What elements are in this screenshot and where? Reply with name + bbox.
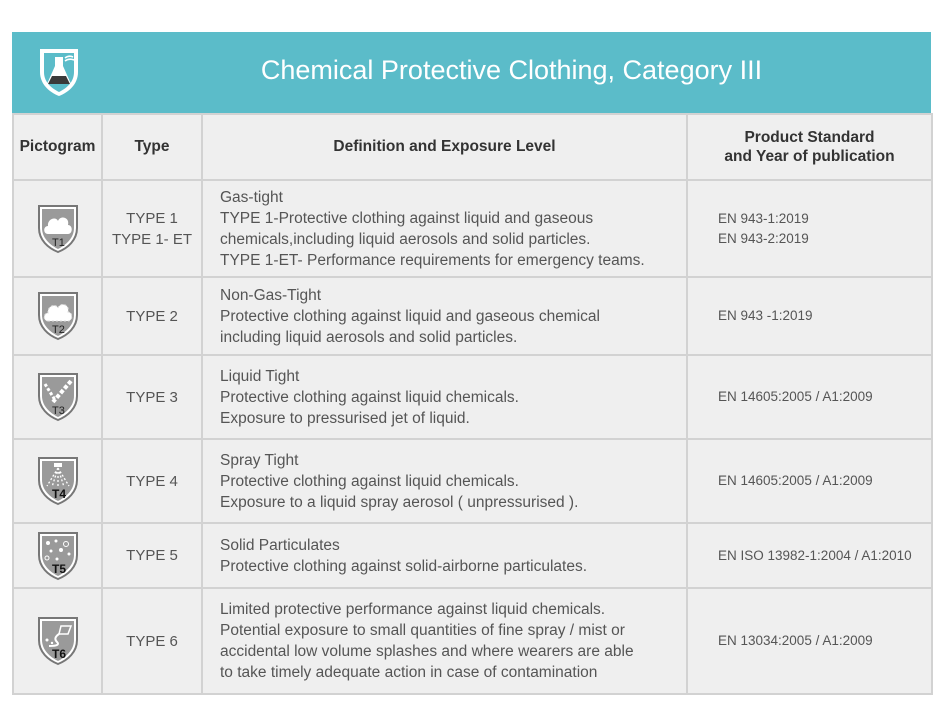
- column-header-pictogram: Pictogram: [13, 114, 102, 180]
- definition-line: Protective clothing against liquid chemicals.: [220, 388, 519, 406]
- page-title: Chemical Protective Clothing, Category III: [260, 55, 763, 85]
- type-cell: [102, 439, 202, 523]
- pictogram-label: T3: [51, 405, 65, 417]
- type-line: TYPE 5: [126, 547, 178, 564]
- definition-line: accidental low volume splashes and where wearers are able: [220, 643, 634, 660]
- table-row: [13, 355, 932, 439]
- definition-cell: [202, 180, 687, 277]
- definition-line: Exposure to a liquid spray aerosol ( unpressurised ).: [220, 493, 579, 511]
- pictogram-label: T5: [51, 561, 66, 576]
- standard-cell: [687, 439, 932, 523]
- definition-line: Protective clothing against solid-airborne particulates.: [220, 557, 588, 575]
- column-header-standard: [687, 114, 932, 180]
- type-line: TYPE 2: [126, 307, 178, 325]
- type-cell: [102, 588, 202, 694]
- pictogram-cell: [13, 355, 102, 439]
- column-header-standard-line: Product Standard: [744, 129, 875, 146]
- pictogram-cell: [13, 523, 102, 588]
- pictogram-label: T4: [51, 487, 66, 501]
- definition-line: Solid Particulates: [220, 536, 340, 554]
- definition-line: Liquid Tight: [220, 367, 300, 385]
- standard-line: EN 13034:2005 / A1:2009: [718, 633, 873, 648]
- definition-cell: [202, 277, 687, 355]
- type-cell: [102, 277, 202, 355]
- table-row: [13, 277, 932, 355]
- standard-cell: [687, 588, 932, 694]
- definition-line: Exposure to pressurised jet of liquid.: [220, 409, 470, 427]
- pictogram-cell: [13, 439, 102, 523]
- standard-line: EN 943-2:2019: [718, 230, 809, 246]
- type-line: TYPE 3: [126, 388, 178, 406]
- definition-line: Spray Tight: [220, 451, 299, 469]
- column-header-type: Type: [102, 114, 202, 180]
- standard-line: EN 943-1:2019: [718, 210, 809, 226]
- definition-line: TYPE 1-Protective clothing against liquid and gaseous: [220, 209, 594, 227]
- standard-line: EN 943 -1:2019: [718, 308, 813, 323]
- type-line: TYPE 1- ET: [111, 230, 193, 248]
- type-cell: [102, 523, 202, 588]
- definition-line: including liquid aerosols and solid particles.: [220, 328, 518, 346]
- type-line: TYPE 6: [126, 632, 178, 650]
- header-banner: [12, 32, 931, 113]
- standard-cell: [687, 180, 932, 277]
- definition-line: Protective clothing against liquid chemicals.: [220, 472, 519, 490]
- type-line: TYPE 4: [126, 472, 178, 490]
- type-cell: [102, 355, 202, 439]
- pictogram-cell: [13, 588, 102, 694]
- category-table: [12, 113, 933, 695]
- standard-cell: [687, 523, 932, 588]
- standard-line: EN ISO 13982-1:2004 / A1:2010: [718, 547, 912, 563]
- liquid-jet-icon: [37, 372, 79, 422]
- pictogram-cell: [13, 180, 102, 277]
- column-header-definition: Definition and Exposure Level: [202, 114, 687, 180]
- pictogram-label: T2: [51, 324, 65, 336]
- type-line: TYPE 1: [126, 209, 178, 227]
- column-header-standard-line: and Year of publication: [724, 148, 895, 165]
- definition-line: Gas-tight: [220, 188, 283, 206]
- definition-cell: [202, 439, 687, 523]
- particles-icon: [37, 531, 79, 581]
- table-row: [13, 523, 932, 588]
- standard-cell: [687, 277, 932, 355]
- definition-line: TYPE 1-ET- Performance requirements for emergency teams.: [220, 251, 645, 269]
- table-row: [13, 439, 932, 523]
- definition-line: Limited protective performance against liquid chemicals.: [220, 601, 606, 618]
- standard-line: EN 14605:2005 / A1:2009: [718, 473, 873, 488]
- table-row: [13, 180, 932, 277]
- splash-icon: [37, 616, 79, 666]
- gas-cloud-icon: [37, 204, 79, 254]
- definition-cell: [202, 523, 687, 588]
- definition-line: Non-Gas-Tight: [220, 286, 322, 304]
- definition-cell: [202, 355, 687, 439]
- definition-line: to take timely adequate action in case of contamination: [220, 664, 598, 681]
- definition-line: chemicals,including liquid aerosols and solid particles.: [220, 230, 591, 248]
- definition-line: Potential exposure to small quantities of fine spray / mist or: [220, 622, 625, 639]
- gas-cloud-icon: [37, 291, 79, 341]
- definition-cell: [202, 588, 687, 694]
- definition-line: Protective clothing against liquid and gaseous chemical: [220, 307, 600, 325]
- type-cell: [102, 180, 202, 277]
- pictogram-label: T1: [51, 236, 65, 249]
- table-row: [13, 588, 932, 694]
- standard-line: EN 14605:2005 / A1:2009: [718, 389, 873, 404]
- standard-cell: [687, 355, 932, 439]
- pictogram-cell: [13, 277, 102, 355]
- table-header-row: [13, 114, 932, 180]
- pictogram-label: T6: [51, 647, 66, 661]
- spray-icon: [37, 456, 79, 506]
